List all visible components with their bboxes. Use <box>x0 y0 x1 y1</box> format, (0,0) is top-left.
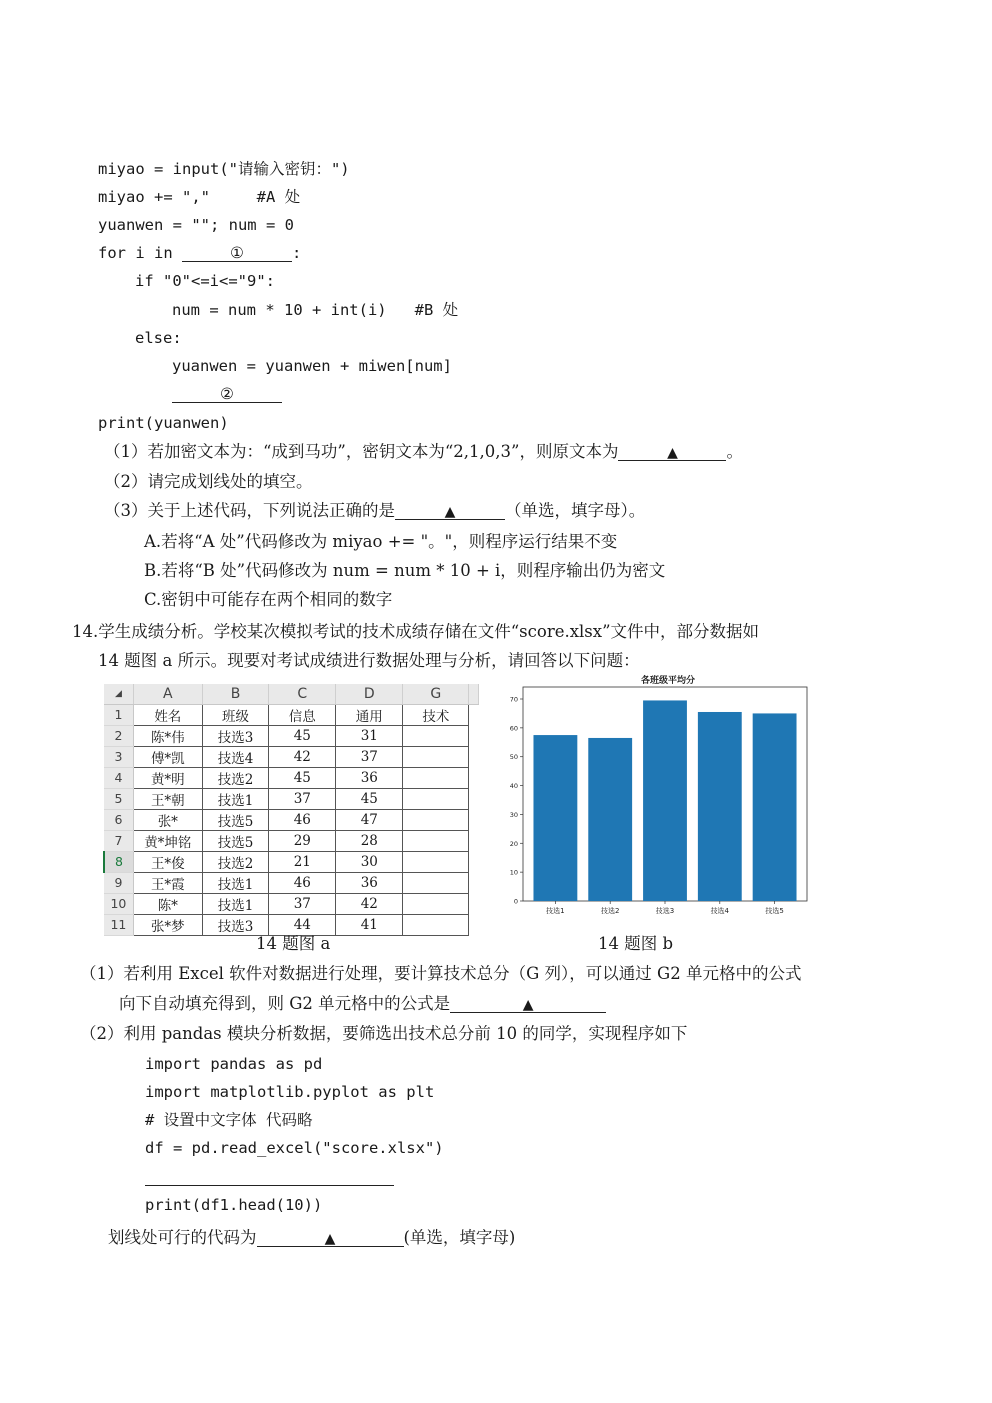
data-cell: 36 <box>336 767 403 788</box>
table-row <box>104 809 479 830</box>
spacer-cell <box>469 788 479 809</box>
blank-2 <box>172 383 282 403</box>
q13-part2: （2）请完成划线处的填空。 <box>104 472 313 491</box>
y-tick-label: 60 <box>509 724 518 733</box>
data-cell: 21 <box>269 851 336 872</box>
data-cell: 37 <box>336 746 403 767</box>
y-tick-label: 40 <box>509 782 518 791</box>
x-tick-label: 技选1 <box>546 907 565 915</box>
data-cell: 30 <box>336 851 403 872</box>
data-cell: 46 <box>269 809 336 830</box>
data-cell: 技选3 <box>202 914 268 935</box>
row-number: 8 <box>104 851 133 872</box>
code-line: yuanwen = ""; num = 0 <box>98 216 294 234</box>
q13-part1 <box>104 441 743 463</box>
data-cell <box>403 725 469 746</box>
y-tick-label: 70 <box>509 695 518 704</box>
question-text: （3）关于上述代码，下列说法正确的是 <box>104 501 395 520</box>
y-tick-label: 10 <box>509 868 518 877</box>
triangle-icon: ▲ <box>444 504 456 520</box>
column-header: D <box>336 684 403 704</box>
header-cell: 班级 <box>202 704 268 725</box>
y-tick-label: 50 <box>509 753 518 762</box>
data-cell: 41 <box>336 914 403 935</box>
data-cell: 傅*凯 <box>133 746 202 767</box>
spacer-cell <box>469 893 479 914</box>
table-row <box>104 872 479 893</box>
data-cell: 技选1 <box>202 788 268 809</box>
y-tick-label: 20 <box>509 839 518 848</box>
question-text: (单选，填字母) <box>403 1228 516 1247</box>
spreadsheet-figure <box>103 684 479 935</box>
bar <box>588 738 632 901</box>
spacer-cell <box>469 830 479 851</box>
data-cell: 36 <box>336 872 403 893</box>
data-cell <box>403 914 469 935</box>
row-number: 1 <box>104 704 133 725</box>
table-row <box>104 725 479 746</box>
row-number: 11 <box>104 914 133 935</box>
row-number: 3 <box>104 746 133 767</box>
data-cell <box>403 851 469 872</box>
row-number: 2 <box>104 725 133 746</box>
spreadsheet-table <box>103 684 479 936</box>
q14-part2: （2）利用 pandas 模块分析数据，要筛选出技术总分前 10 的同学，实现程序如下 <box>80 1024 688 1043</box>
spacer-cell <box>469 725 479 746</box>
code-line-for <box>98 242 301 264</box>
code-text: : <box>292 244 302 262</box>
spacer-cell <box>469 851 479 872</box>
data-cell: 黄*明 <box>133 767 202 788</box>
table-row <box>104 767 479 788</box>
data-cell: 张* <box>133 809 202 830</box>
header-cell: 信息 <box>269 704 336 725</box>
data-cell <box>403 746 469 767</box>
row-number: 6 <box>104 809 133 830</box>
code-line: yuanwen = yuanwen + miwen[num] <box>172 357 452 375</box>
data-cell: 技选4 <box>202 746 268 767</box>
data-cell: 28 <box>336 830 403 851</box>
option-a: A.若将“A 处”代码修改为 miyao += "。"，则程序运行结果不变 <box>144 532 618 551</box>
data-cell <box>403 767 469 788</box>
code-line-blank <box>172 383 282 405</box>
data-cell: 王*俊 <box>133 851 202 872</box>
spacer-cell <box>469 809 479 830</box>
chart-title: 各班级平均分 <box>640 676 696 686</box>
answer-blank <box>257 1227 404 1247</box>
question-text: 划线处可行的代码为 <box>108 1228 257 1247</box>
column-header-row <box>104 684 479 704</box>
header-cell: 技术 <box>403 704 469 725</box>
data-cell: 技选2 <box>202 767 268 788</box>
code-blank-line <box>145 1185 394 1186</box>
data-cell: 45 <box>269 767 336 788</box>
option-c: C.密钥中可能存在两个相同的数字 <box>144 590 393 609</box>
data-cell: 张*梦 <box>133 914 202 935</box>
data-cell <box>403 830 469 851</box>
row-number: 5 <box>104 788 133 809</box>
column-header: B <box>202 684 268 704</box>
data-cell: 37 <box>269 788 336 809</box>
column-header: G <box>403 684 469 704</box>
data-cell: 陈* <box>133 893 202 914</box>
data-cell: 37 <box>269 893 336 914</box>
q14-part1-line1: （1）若利用 Excel 软件对数据进行处理，要计算技术总分（G 列），可以通过 G2 单元格中的公式 <box>80 964 802 983</box>
answer-blank <box>395 500 505 520</box>
code-line: print(df1.head(10)) <box>145 1196 323 1214</box>
blank-marker: ② <box>220 385 234 403</box>
question-text: 。 <box>726 442 743 461</box>
data-cell <box>403 788 469 809</box>
data-cell: 45 <box>336 788 403 809</box>
y-tick-label: 30 <box>509 810 518 819</box>
question-text: （1）若加密文本为：“成到马功”，密钥文本为“2,1,0,3”，则原文本为 <box>104 442 619 461</box>
table-row <box>104 704 479 725</box>
data-cell: 技选2 <box>202 851 268 872</box>
code-line: num = num * 10 + int(i) #B 处 <box>172 301 459 319</box>
data-cell: 王*霞 <box>133 872 202 893</box>
data-cell: 技选1 <box>202 872 268 893</box>
table-row <box>104 851 479 872</box>
q14-part1-line2 <box>119 993 606 1015</box>
data-cell: 42 <box>269 746 336 767</box>
x-tick-label: 技选2 <box>600 907 620 915</box>
bar <box>533 735 577 901</box>
data-cell: 42 <box>336 893 403 914</box>
blank-marker: ① <box>230 244 244 262</box>
triangle-icon: ▲ <box>324 1231 336 1247</box>
row-number: 7 <box>104 830 133 851</box>
corner-cell: ◢ <box>104 684 133 704</box>
answer-blank <box>450 993 606 1013</box>
data-cell: 技选3 <box>202 725 268 746</box>
table-row <box>104 830 479 851</box>
table-row <box>104 893 479 914</box>
spacer-cell <box>469 767 479 788</box>
data-cell: 技选5 <box>202 809 268 830</box>
blank-1 <box>182 242 292 262</box>
data-cell: 陈*伟 <box>133 725 202 746</box>
q14-stem-line1: 14.学生成绩分析。学校某次模拟考试的技术成绩存储在文件“score.xlsx”文件中，部分数据如 <box>72 622 760 641</box>
q14-stem-line2: 14 题图 a 所示。现要对考试成绩进行数据处理与分析，请回答以下问题： <box>98 651 640 670</box>
data-cell: 45 <box>269 725 336 746</box>
bar-chart <box>493 672 811 922</box>
data-cell: 王*朝 <box>133 788 202 809</box>
header-cell: 通用 <box>336 704 403 725</box>
question-text: （单选，填字母）。 <box>505 501 646 520</box>
option-b: B.若将“B 处”代码修改为 num = num * 10 + i，则程序输出仍为密文 <box>144 561 666 580</box>
data-cell: 29 <box>269 830 336 851</box>
column-header: C <box>269 684 336 704</box>
data-cell: 技选1 <box>202 893 268 914</box>
header-cell: 姓名 <box>133 704 202 725</box>
column-header <box>469 684 479 704</box>
q13-part3 <box>104 500 645 522</box>
row-number: 4 <box>104 767 133 788</box>
column-header: A <box>133 684 202 704</box>
data-cell: 46 <box>269 872 336 893</box>
data-cell: 44 <box>269 914 336 935</box>
code-text: for i in <box>98 244 182 262</box>
y-tick-label: 0 <box>513 897 518 906</box>
data-cell <box>403 893 469 914</box>
q14-part2-answer <box>108 1227 515 1249</box>
bar <box>698 712 742 901</box>
triangle-icon: ▲ <box>667 445 678 461</box>
row-number: 9 <box>104 872 133 893</box>
bar <box>643 700 687 901</box>
code-line: else: <box>135 329 182 347</box>
data-cell <box>403 872 469 893</box>
code-line: miyao += "," #A 处 <box>98 188 301 206</box>
code-line: import matplotlib.pyplot as plt <box>145 1083 435 1101</box>
data-cell: 47 <box>336 809 403 830</box>
code-line: print(yuanwen) <box>98 414 229 432</box>
spacer-cell <box>469 914 479 935</box>
x-tick-label: 技选4 <box>710 907 730 915</box>
code-line: # 设置中文字体 代码略 <box>145 1111 313 1129</box>
x-tick-label: 技选5 <box>765 907 784 915</box>
spacer-cell <box>469 704 479 725</box>
data-cell <box>403 809 469 830</box>
data-cell: 技选5 <box>202 830 268 851</box>
code-line: if "0"<=i<="9": <box>135 272 275 290</box>
data-cell: 31 <box>336 725 403 746</box>
code-line: miyao = input("请输入密钥：") <box>98 160 350 178</box>
code-line: import pandas as pd <box>145 1055 323 1073</box>
answer-blank <box>618 441 726 461</box>
figure-caption-b: 14 题图 b <box>598 934 674 953</box>
data-cell: 黄*坤铭 <box>133 830 202 851</box>
code-line: df = pd.read_excel("score.xlsx") <box>145 1139 444 1157</box>
spacer-cell <box>469 872 479 893</box>
spacer-cell <box>469 746 479 767</box>
figure-caption-a: 14 题图 a <box>256 934 331 953</box>
question-text: 向下自动填充得到，则 G2 单元格中的公式是 <box>119 994 451 1013</box>
table-row <box>104 788 479 809</box>
row-number: 10 <box>104 893 133 914</box>
x-tick-label: 技选3 <box>655 907 675 915</box>
triangle-icon: ▲ <box>522 997 534 1013</box>
table-row <box>104 746 479 767</box>
bar <box>753 713 797 901</box>
